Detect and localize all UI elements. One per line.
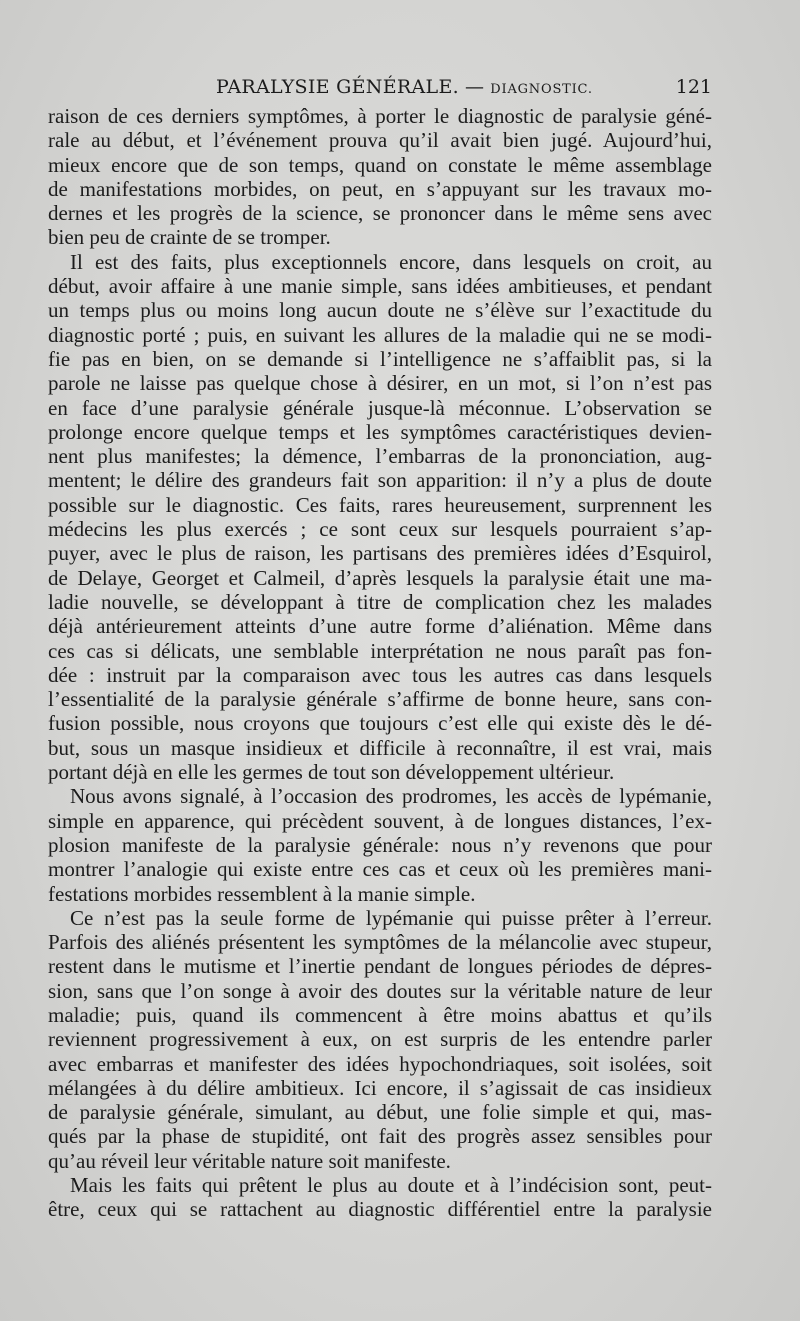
paragraph	[48, 250, 712, 785]
text-line: nent plus manifestes; la démence, l’embarras de la prononciation, aug-	[48, 444, 712, 469]
text-line: qu’au réveil leur véritable nature soit manifeste.	[48, 1148, 451, 1173]
page-header	[48, 72, 712, 102]
text-line: dée : instruit par la comparaison avec tous les autres cas dans lesquels	[48, 662, 712, 687]
text-line: de Delaye, Georget et Calmeil, d’après lesquels la paralysie était une ma-	[48, 565, 712, 590]
paragraph	[48, 1173, 712, 1222]
text-line: de paralysie générale, simulant, au début, une folie simple et qui, mas-	[48, 1100, 712, 1125]
text-line: début, avoir affaire à une manie simple, sans idées ambitieuses, et pendant	[48, 274, 712, 299]
text-line: mélangées à du délire ambitieux. Ici encore, il s’agissait de cas insidieux	[48, 1075, 712, 1100]
text-line: médecins les plus exercés ; ce sont ceux sur lesquels pourraient s’ap-	[48, 517, 712, 542]
text-line: en face d’une paralysie générale jusque-là méconnue. L’observation se	[48, 395, 712, 420]
paragraph	[48, 784, 712, 905]
text-line: bien peu de crainte de se tromper.	[48, 225, 331, 250]
text-line: Nous avons signalé, à l’occasion des prodromes, les accès de lypémanie,	[70, 784, 712, 809]
text-line: déjà antérieurement atteints d’une autre forme d’aliénation. Même dans	[48, 614, 712, 639]
text-line: sion, sans que l’on songe à avoir des doutes sur la véritable nature de leur	[48, 978, 712, 1003]
text-line: avec embarras et manifester des idées hypochondriaques, soit isolées, soit	[48, 1051, 712, 1076]
text-line: Ce n’est pas la seule forme de lypémanie qui puisse prêter à l’erreur.	[70, 905, 712, 930]
text-line: restent dans le mutisme et l’inertie pendant de longues périodes de dépres-	[48, 954, 712, 979]
paragraph	[48, 104, 712, 250]
text-line: mentent; le délire des grandeurs fait son apparition: il n’y a plus de doute	[48, 468, 712, 493]
text-line: puyer, avec le plus de raison, les partisans des premières idées d’Esquirol,	[48, 541, 712, 566]
text-line: dernes et les progrès de la science, se prononcer dans le même sens avec	[48, 201, 712, 226]
running-title-text: PARALYSIE GÉNÉRALE.	[216, 76, 459, 98]
section-label: DIAGNOSTIC.	[490, 82, 593, 97]
text-line: reviennent progressivement à eux, on est surpris de les entendre parler	[48, 1027, 712, 1052]
text-line: portant déjà en elle les germes de tout son développement ultérieur.	[48, 760, 615, 785]
text-line: l’essentialité de la paralysie générale s’affirme de bonne heure, sans con-	[48, 687, 712, 712]
text-line: rale au début, et l’événement prouva qu’il avait bien jugé. Aujourd’hui,	[48, 128, 712, 153]
text-line: un temps plus ou moins long aucun doute ne s’élève sur l’exactitude du	[48, 298, 712, 323]
text-line: maladie; puis, quand ils commencent à être moins abattus et qu’ils	[48, 1002, 712, 1027]
text-line: possible sur le diagnostic. Ces faits, rares heureusement, surprennent les	[48, 492, 712, 517]
title-separator: —	[464, 76, 485, 98]
text-line: simple en apparence, qui précèdent souvent, à de longues distances, l’ex-	[48, 808, 712, 833]
paragraph	[48, 906, 712, 1173]
text-line: raison de ces derniers symptômes, à porter le diagnostic de paralysie géné-	[48, 104, 712, 128]
body-text	[48, 104, 712, 1222]
text-line: de manifestations morbides, on peut, en s’appuyant sur les travaux mo-	[48, 176, 712, 201]
page-number: 121	[675, 76, 712, 98]
text-line: être, ceux qui se rattachent au diagnostic différentiel entre la paralysie	[48, 1197, 712, 1222]
text-line: prolonge encore quelque temps et les symptômes caractéristiques devien-	[48, 419, 712, 444]
text-line: festations morbides ressemblent à la manie simple.	[48, 881, 476, 906]
text-line: ladie nouvelle, se développant à titre de complication chez les malades	[48, 589, 712, 614]
text-line: fusion possible, nous croyons que toujours c’est elle qui existe dès le dé-	[48, 711, 712, 736]
text-line: diagnostic porté ; puis, en suivant les allures de la maladie qui ne se modi-	[48, 322, 712, 347]
text-line: Parfois des aliénés présentent les symptômes de la mélancolie avec stupeur,	[48, 930, 712, 955]
text-line: montrer l’analogie qui existe entre ces cas et ceux où les premières mani-	[48, 857, 712, 882]
text-line: but, sous un masque insidieux et difficile à reconnaître, il est vrai, mais	[48, 735, 712, 760]
text-line: mieux encore que de son temps, quand on constate le même assemblage	[48, 152, 712, 177]
text-line: ces cas si délicats, une semblable interprétation ne nous paraît pas fon-	[48, 638, 712, 663]
text-line: fie pas en bien, on se demande si l’intelligence ne s’affaiblit pas, si la	[48, 346, 712, 371]
text-line: Mais les faits qui prêtent le plus au doute et à l’indécision sont, peut-	[70, 1173, 712, 1198]
text-line: Il est des faits, plus exceptionnels encore, dans lesquels on croit, au	[70, 249, 712, 274]
text-line: qués par la phase de stupidité, ont fait des progrès assez sensibles pour	[48, 1124, 712, 1149]
text-line: parole ne laisse pas quelque chose à désirer, en un mot, si l’on n’est pas	[48, 371, 712, 396]
text-line: plosion manifeste de la paralysie générale: nous n’y revenons que pour	[48, 832, 712, 857]
running-title	[216, 76, 593, 98]
